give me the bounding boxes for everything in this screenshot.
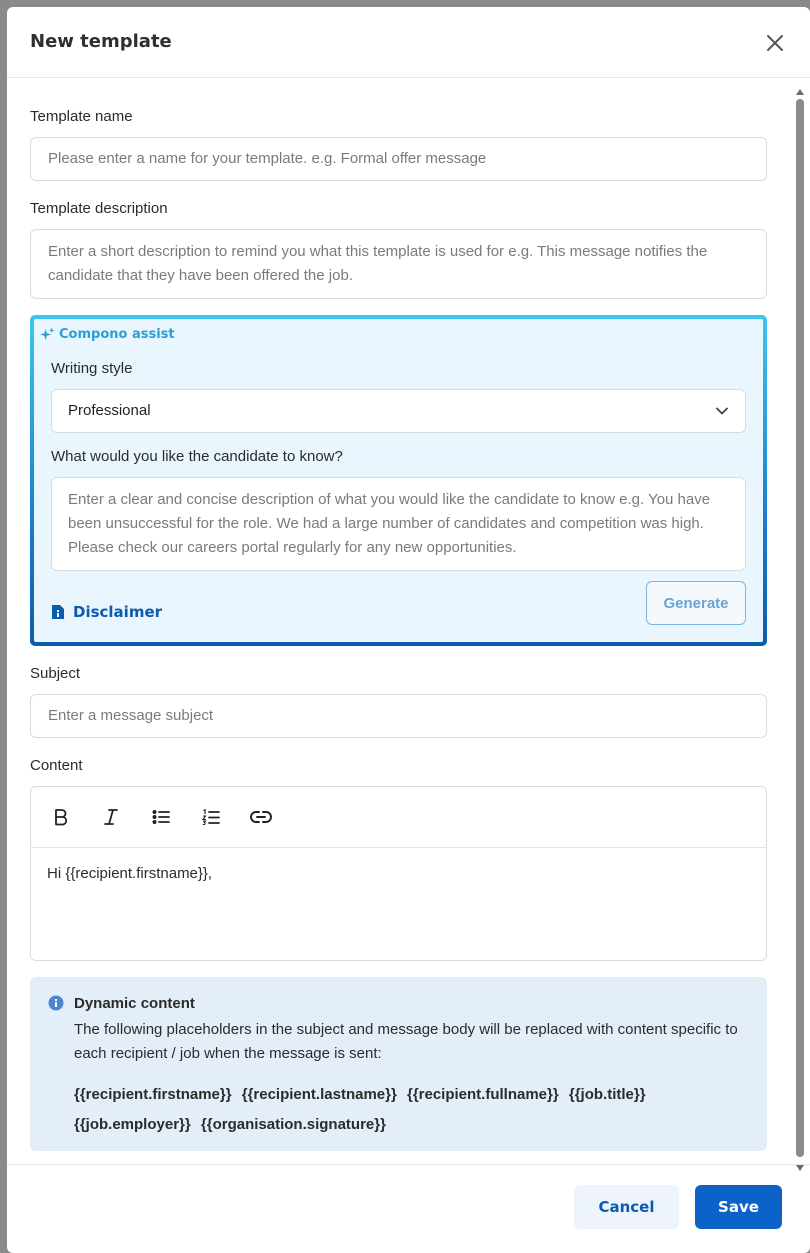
- candidate-message-textarea[interactable]: Enter a clear and concise description of what you would like the candidate to know e.g. You have been unsuccessful for the role. We had a large number of candidates and competition was high. Please check our careers portal regularly for any new opportunities.: [51, 477, 746, 571]
- link-button[interactable]: [245, 801, 277, 833]
- modal-scrollbar[interactable]: [795, 83, 805, 1171]
- bullet-list-icon: [152, 809, 170, 825]
- assist-header: [40, 327, 175, 342]
- scroll-up-arrow-icon[interactable]: [796, 89, 804, 95]
- content-editor: [30, 786, 767, 961]
- writing-style-label: Writing style: [51, 360, 133, 377]
- new-template-modal: [7, 7, 810, 1253]
- placeholder-item: {{recipient.fullname}}: [406, 1086, 559, 1103]
- scroll-thumb[interactable]: [796, 99, 804, 1157]
- placeholder-item: {{job.employer}}: [74, 1116, 191, 1133]
- content-label: Content: [30, 757, 83, 774]
- writing-style-select[interactable]: [51, 389, 746, 433]
- placeholder-item: {{recipient.lastname}}: [241, 1086, 397, 1103]
- bullet-list-button[interactable]: [145, 801, 177, 833]
- placeholder-item: {{recipient.firstname}}: [74, 1086, 232, 1103]
- subject-input[interactable]: Enter a message subject: [30, 694, 767, 738]
- modal-footer: [7, 1164, 810, 1253]
- document-info-icon: [51, 604, 65, 620]
- subject-label: Subject: [30, 665, 81, 682]
- template-description-label: Template description: [30, 200, 168, 217]
- template-description-input[interactable]: Enter a short description to remind you what this template is used for e.g. This message notifies the candidate that they have been offered the job.: [30, 229, 767, 299]
- numbered-list-button[interactable]: [195, 801, 227, 833]
- italic-button[interactable]: [95, 801, 127, 833]
- cancel-button[interactable]: Cancel: [574, 1185, 679, 1229]
- sparkle-icon: [40, 327, 55, 342]
- save-button[interactable]: Save: [695, 1185, 782, 1229]
- italic-icon: [103, 808, 119, 826]
- disclaimer-label: Disclaimer: [73, 603, 163, 621]
- bold-icon: [53, 808, 69, 826]
- modal-header: [7, 7, 810, 78]
- generate-button[interactable]: Generate: [646, 581, 746, 625]
- template-name-label: Template name: [30, 108, 133, 125]
- chevron-down-icon: [715, 404, 729, 418]
- dynamic-content-title: Dynamic content: [74, 995, 195, 1012]
- dynamic-content-description: The following placeholders in the subject and message body will be replaced with content specific to each recipient / job when the message is sent:: [74, 1021, 738, 1062]
- template-name-input[interactable]: Please enter a name for your template. e.g. Formal offer message: [30, 137, 767, 181]
- close-icon: [766, 34, 784, 52]
- modal-body: [7, 79, 810, 1164]
- placeholder-item: {{job.title}}: [568, 1086, 646, 1103]
- close-button[interactable]: [766, 34, 784, 52]
- info-icon: [48, 995, 64, 1011]
- dynamic-content-info: [30, 977, 767, 1151]
- link-icon: [250, 810, 272, 824]
- compono-assist-panel: [30, 315, 767, 646]
- editor-content-area[interactable]: Hi {{recipient.firstname}},: [47, 865, 213, 882]
- assist-title: Compono assist: [59, 327, 175, 342]
- placeholder-list: [74, 1080, 754, 1140]
- candidate-question-label: What would you like the candidate to know?: [51, 448, 343, 465]
- numbered-list-icon: [202, 809, 220, 825]
- placeholder-item: {{organisation.signature}}: [200, 1116, 386, 1133]
- editor-toolbar: [31, 787, 766, 848]
- modal-title: New template: [30, 31, 172, 52]
- bold-button[interactable]: [45, 801, 77, 833]
- writing-style-value: Professional: [68, 402, 151, 419]
- disclaimer-link[interactable]: [51, 603, 162, 621]
